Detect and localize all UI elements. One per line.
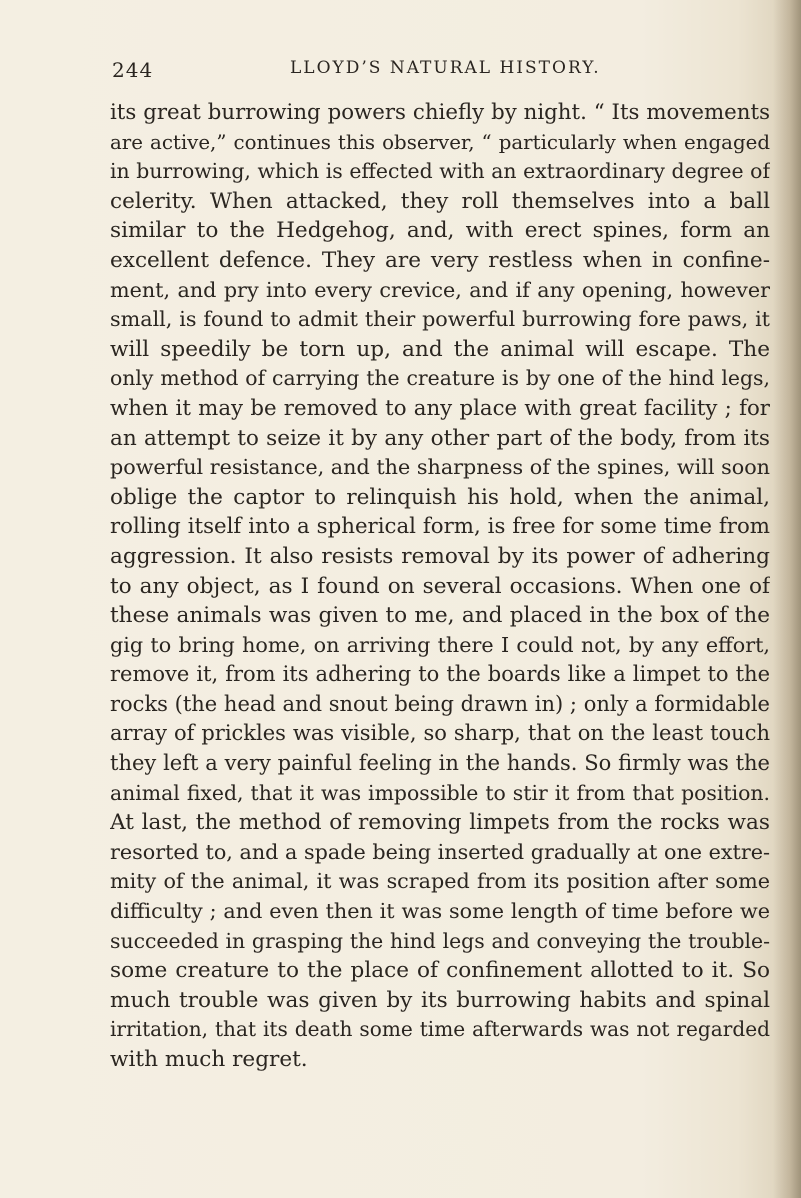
text-line: ment, and pry into every crevice, and if any opening, however: [110, 277, 770, 302]
text-line: difficulty ; and even then it was some length of time before we: [110, 899, 770, 924]
text-line: to any object, as I found on several occasions. When one of: [110, 573, 770, 599]
text-line: gig to bring home, on arriving there I could not, by any effort,: [110, 632, 770, 657]
text-line: only method of carrying the creature is by one of the hind legs,: [110, 366, 770, 391]
text-line: much trouble was given by its burrowing habits and spinal: [110, 987, 770, 1013]
text-line: some creature to the place of confinement allotted to it. So: [110, 958, 770, 984]
text-line: aggression. It also resists removal by its power of adhering: [110, 543, 770, 569]
text-line: succeeded in grasping the hind legs and conveying the trouble-: [110, 928, 770, 953]
text-line: are active,” continues this observer, “ particularly when engaged: [110, 130, 770, 154]
running-title: LLOYD’S NATURAL HISTORY.: [290, 58, 601, 78]
running-head: [112, 46, 668, 86]
text-line: rocks (the head and snout being drawn in) ; only a formidable: [110, 691, 770, 716]
text-line: resorted to, and a spade being inserted gradually at one extre-: [110, 839, 770, 864]
text-line: celerity. When attacked, they roll themselves into a ball: [110, 188, 770, 214]
text-line: rolling itself into a spherical form, is free for some time from: [110, 514, 770, 540]
text-line: an attempt to seize it by any other part of the body, from its: [110, 425, 770, 451]
text-line: small, is found to admit their powerful burrowing fore paws, it: [110, 307, 770, 332]
text-line: animal fixed, that it was impossible to stir it from that position.: [110, 780, 770, 805]
body-text: [110, 98, 770, 1075]
text-line: these animals was given to me, and placed in the box of the: [110, 603, 770, 629]
text-line: with much regret.: [110, 1047, 308, 1072]
text-line: powerful resistance, and the sharpness of the spines, will soon: [110, 455, 770, 480]
text-line: will speedily be torn up, and the animal will escape. The: [110, 336, 770, 362]
text-line: At last, the method of removing limpets from the rocks was: [110, 810, 770, 836]
text-line: in burrowing, which is effected with an extraordinary degree of: [110, 159, 770, 184]
text-line: mity of the animal, it was scraped from its position after some: [110, 869, 770, 894]
text-line: excellent defence. They are very restless when in confine-: [110, 247, 770, 273]
text-line: when it may be removed to any place with great facility ; for: [110, 395, 770, 421]
text-line: remove it, from its adhering to the boards like a limpet to the: [110, 662, 770, 687]
text-line: array of prickles was visible, so sharp, that on the least touch: [110, 721, 770, 746]
page-edge-shadow: [773, 0, 801, 1198]
text-line: its great burrowing powers chiefly by night. “ Its movements: [110, 100, 770, 125]
text-line: similar to the Hedgehog, and, with erect spines, form an: [110, 218, 770, 244]
page-number: 244: [112, 58, 154, 82]
text-line: they left a very painful feeling in the hands. So firmly was the: [110, 751, 770, 776]
text-line: irritation, that its death some time afterwards was not regarded: [110, 1017, 770, 1042]
text-line: oblige the captor to relinquish his hold, when the animal,: [110, 484, 770, 510]
